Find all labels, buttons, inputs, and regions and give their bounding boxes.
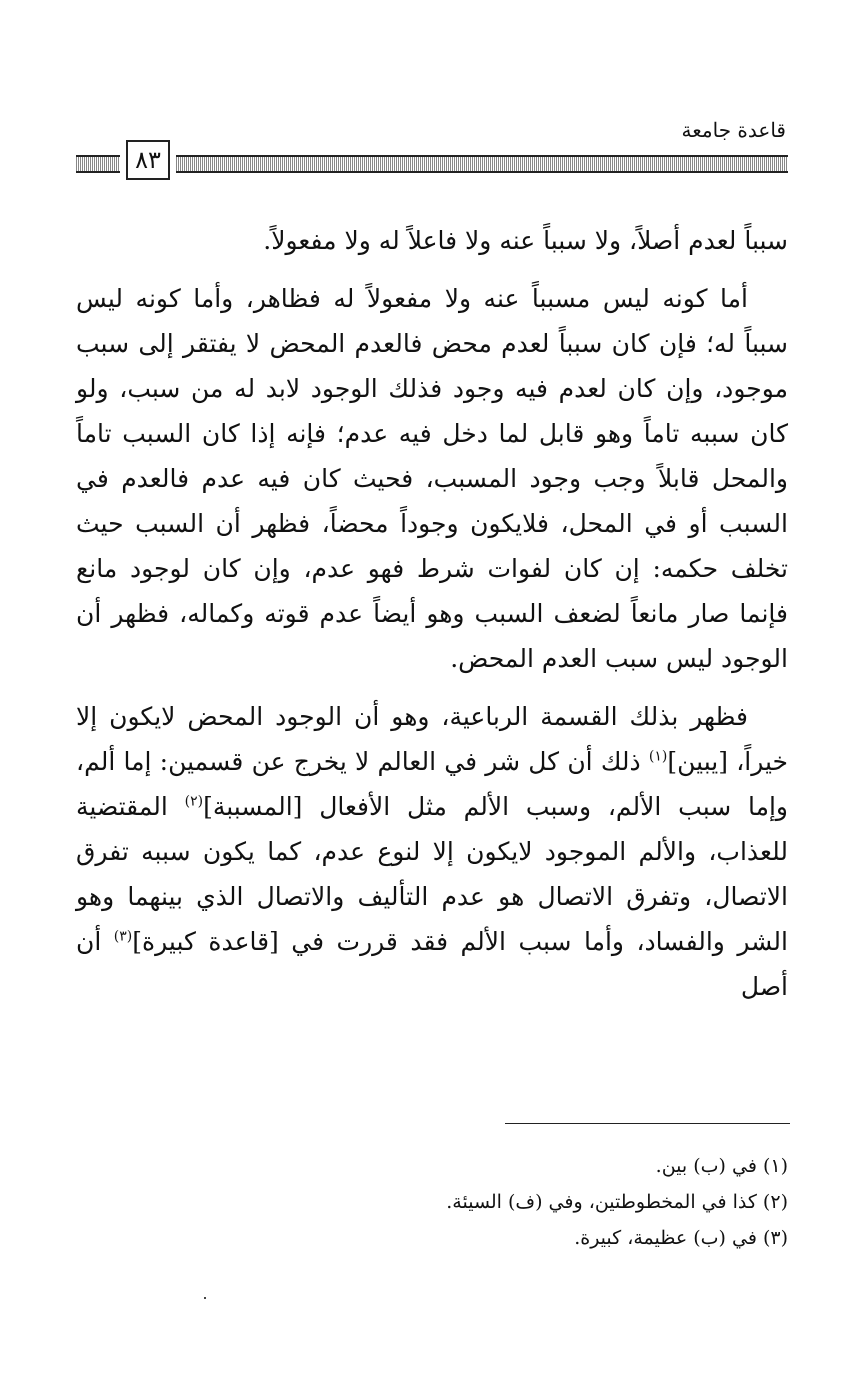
footnote-ref-2: (٢) [184, 793, 204, 810]
footnote-1: (١) في (ب) بين. [655, 1155, 788, 1177]
footnote-separator [505, 1123, 790, 1124]
paragraph-3 [76, 694, 788, 1009]
scan-speck [204, 1297, 206, 1299]
footnotes [80, 1148, 788, 1256]
paragraph-3-part-a: فظهر بذلك القسمة الرباعية، وهو أن الوجود المحض لايكون إلا خيراً، [يبين] [76, 702, 788, 776]
paragraph-3-part-c: المقتضية للعذاب، والألم الموجود لايكون إلا لنوع عدم، كما يكون سببه تفرق الاتصال، وتفرق الاتصال هو عدم التأليف والاتصال الذي بينهما وهو الشر والفساد، وأما سبب الألم فقد قررت في [قاعدة كبيرة] [76, 792, 788, 956]
running-header-title: قاعدة جامعة [681, 118, 786, 142]
paragraph-3-part-b: ذلك أن كل شر في العالم لا يخرج عن قسمين: إما ألم، وإما سبب الألم، وسبب الألم مثل الأفعال [المسببة] [76, 747, 789, 821]
paragraph-3-part-d: أن أصل [76, 927, 788, 1001]
paragraph-2: أما كونه ليس مسبباً عنه ولا مفعولاً له فظاهر، وأما كونه ليس سبباً له؛ فإن كان سبباً لعدم محض فالعدم المحض لا يفتقر إلى سبب موجود، وإن كان لعدم فيه وجود فذلك الوجود لابد له من سبب، ولو كان سببه تاماً وهو قابل لما دخل فيه عدم؛ فإنه إذا كان السبب تاماً والمحل قابلاً وجب وجود المسبب، فحيث كان فيه عدم فالعدم في السبب أو في المحل، فلايكون وجوداً محضاً، فظهر أن السبب حيث تخلف حكمه: إن كان لفوات شرط فهو عدم، وإن كان لوجود مانع فإنما صار مانعاً لضعف السبب وهو أيضاً عدم قوته وكماله، فظهر أن الوجود ليس سبب العدم المحض. [76, 284, 788, 673]
footnote-ref-1: (١) [648, 748, 668, 765]
paragraph-1: سبباً لعدم أصلاً، ولا سبباً عنه ولا فاعلاً له ولا مفعولاً. [263, 226, 788, 255]
header-ornamental-rule [176, 155, 788, 173]
footnote-ref-3: (٣) [113, 928, 133, 945]
footnote-3: (٣) في (ب) عظيمة، كبيرة. [574, 1227, 788, 1249]
main-text [76, 218, 788, 1022]
footnote-2: (٢) كذا في المخطوطتين، وفي (ف) السيئة. [446, 1191, 788, 1213]
page-number-box: ٨٣ [126, 140, 170, 180]
header-ornamental-rule-short [76, 155, 120, 173]
